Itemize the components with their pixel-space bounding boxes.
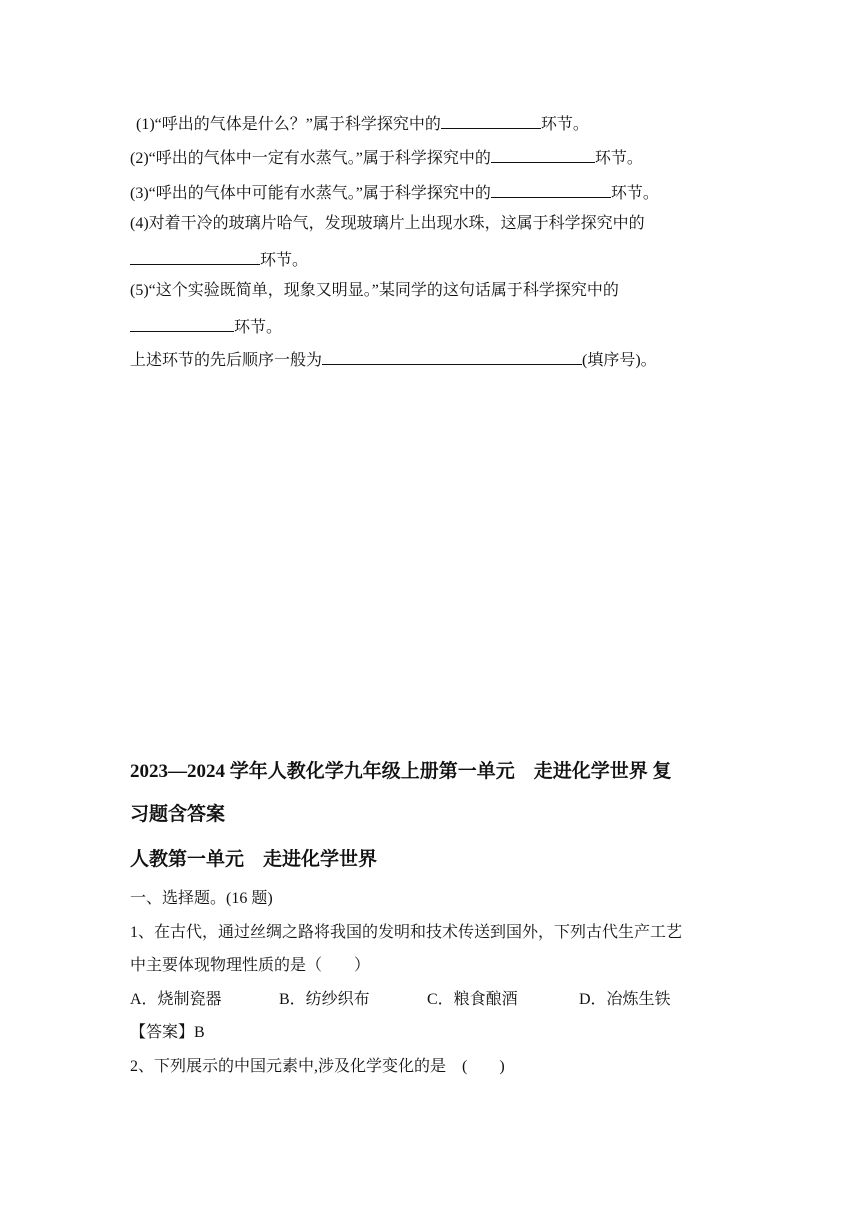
document-title: [130, 760, 672, 784]
question-2-suffix: 环节。: [594, 150, 643, 167]
answer-blank-order[interactable]: [322, 348, 582, 365]
answer-blank-5[interactable]: [130, 315, 234, 332]
question-2: [130, 146, 643, 169]
answer-blank-4[interactable]: [130, 248, 260, 265]
question-4-suffix: 环节。: [260, 252, 309, 269]
answer-blank-1[interactable]: [441, 112, 541, 129]
question-5-continued: [130, 315, 282, 338]
unit-subtitle-text: 人教第一单元 走进化学世界: [130, 849, 378, 870]
question-4-continued: [130, 248, 308, 271]
answer-blank-3[interactable]: [491, 181, 611, 198]
unit-subtitle: [130, 848, 377, 872]
section-heading: [130, 889, 273, 909]
mc-question-1-continued: [130, 956, 370, 976]
document-title-line2: 习题含答案: [130, 804, 226, 825]
order-question: [130, 348, 657, 371]
question-5-text: (5)“这个实验既简单，现象又明显。”某同学的这句话属于科学探究中的: [130, 282, 619, 299]
question-5: [130, 281, 619, 301]
mc-question-1: [130, 923, 682, 943]
option-d[interactable]: D．冶炼生铁: [579, 991, 671, 1008]
question-2-text: (2)“呼出的气体中一定有水蒸气。”属于科学探究中的: [130, 150, 491, 167]
question-3-text: (3)“呼出的气体中可能有水蒸气。”属于科学探究中的: [130, 185, 491, 202]
option-b[interactable]: B．纺纱织布: [279, 991, 370, 1008]
order-question-text: 上述环节的先后顺序一般为: [130, 352, 323, 369]
section-heading-text: 一、选择题。(16 题): [130, 890, 273, 907]
option-a[interactable]: A．烧制瓷器: [130, 991, 222, 1008]
mc-question-2-text: 2、下列展示的中国元素中,涉及化学变化的是 ( ): [130, 1058, 505, 1075]
question-4-text: (4)对着干冷的玻璃片哈气，发现玻璃片上出现水珠，这属于科学探究中的: [130, 215, 645, 232]
question-1: [136, 112, 589, 135]
question-4: [130, 214, 645, 234]
mc-question-1-options: [130, 990, 671, 1010]
mc-question-1-text-2: 中主要体现物理性质的是（ ）: [130, 957, 371, 974]
mc-question-2: [130, 1057, 505, 1077]
document-title-continued: [130, 803, 225, 827]
document-title-line1: 2023—2024 学年人教化学九年级上册第一单元 走进化学世界 复: [130, 761, 672, 782]
option-c[interactable]: C．粮食酿酒: [427, 991, 518, 1008]
question-1-text: (1)“呼出的气体是什么？”属于科学探究中的: [136, 116, 441, 133]
question-3: [130, 181, 659, 204]
question-5-suffix: 环节。: [234, 319, 283, 336]
order-question-suffix: (填序号)。: [582, 352, 657, 369]
answer-1-text: 【答案】B: [130, 1024, 205, 1041]
mc-question-1-text: 1、在古代，通过丝绸之路将我国的发明和技术传送到国外，下列古代生产工艺: [130, 924, 683, 941]
answer-1: [130, 1023, 205, 1043]
question-1-suffix: 环节。: [540, 116, 589, 133]
question-3-suffix: 环节。: [610, 185, 659, 202]
answer-blank-2[interactable]: [491, 146, 595, 163]
